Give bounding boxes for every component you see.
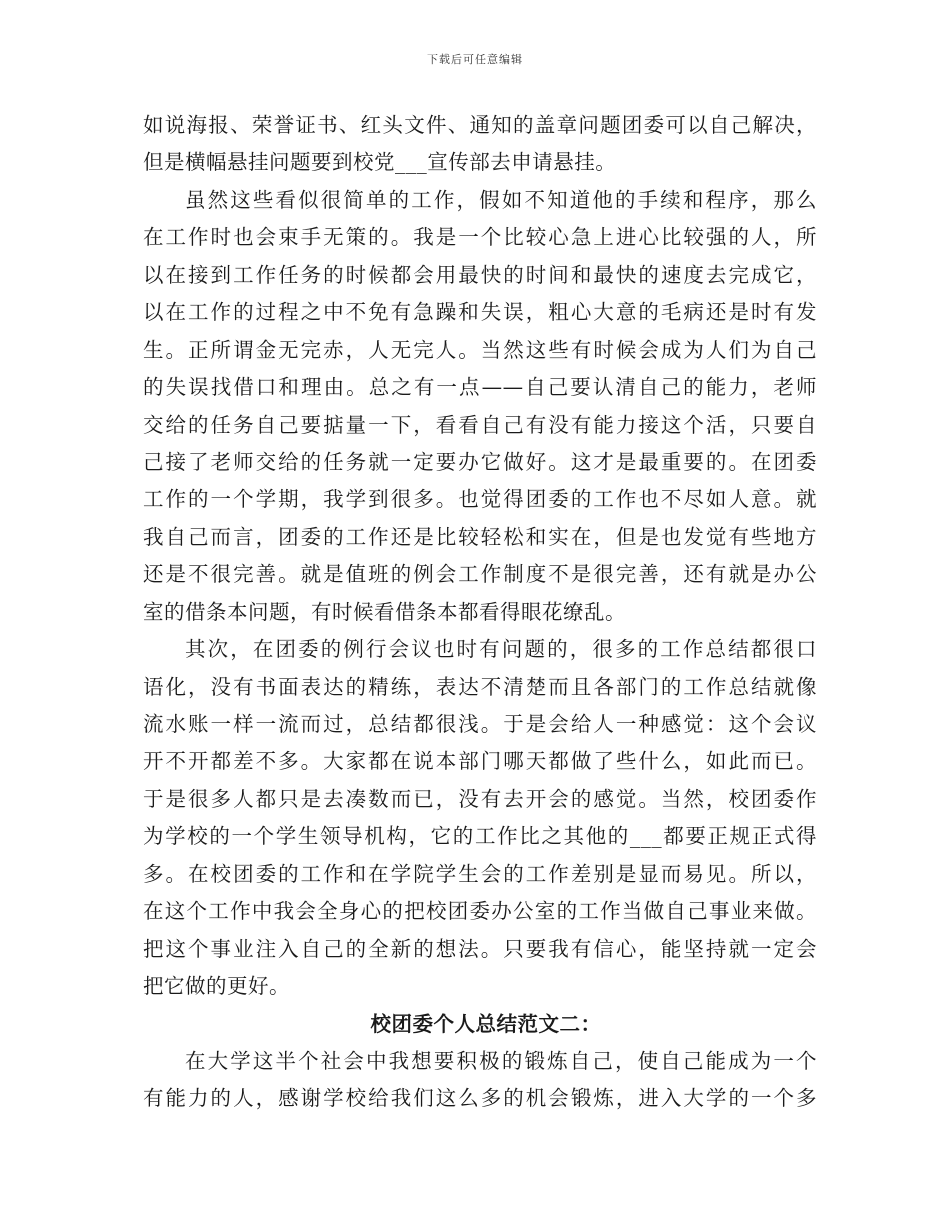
body-line: 室的借条本问题，有时候看借条本都看得眼花缭乱。 [143, 599, 626, 624]
body-line: 多。在校团委的工作和在学院学生会的工作差别是显而易见。所以， [143, 861, 817, 886]
body-line: 在工作时也会束手无策的。我是一个比较心急上进心比较强的人，所 [143, 225, 817, 250]
body-line: 我自己而言，团委的工作还是比较轻松和实在，但是也发觉有些地方 [143, 524, 817, 549]
body-line: 为学校的一个学生领导机构，它的工作比之其他的___都要正规正式得 [143, 824, 817, 849]
paragraph-first-line: 虽然这些看似很简单的工作，假如不知道他的手续和程序，那么 [185, 187, 817, 212]
body-line: 流水账一样一流而过，总结都很浅。于是会给人一种感觉：这个会议 [143, 712, 817, 736]
body-line: 于是很多人都只是去凑数而已，没有去开会的感觉。当然，校团委作 [143, 786, 817, 811]
body-line: 交给的任务自己要掂量一下，看看自己有没有能力接这个活，只要自 [143, 412, 817, 437]
body-line: 把这个事业注入自己的全新的想法。只要我有信心，能坚持就一定会 [143, 936, 817, 961]
body-line: 以在接到工作任务的时候都会用最快的时间和最快的速度去完成它， [143, 262, 817, 287]
body-line: 有能力的人，感谢学校给我们这么多的机会锻炼，进入大学的一个多 [143, 1086, 817, 1111]
body-line: 但是横幅悬挂问题要到校党___宣传部去申请悬挂。 [143, 150, 617, 175]
body-line: 己接了老师交给的任务就一定要办它做好。这才是最重要的。在团委 [143, 449, 817, 474]
body-line: 开不开都差不多。大家都在说本部门哪天都做了些什么，如此而已。 [143, 749, 817, 774]
page-header: 下载后可任意编辑 [427, 53, 523, 66]
body-line: 在这个工作中我会全身心的把校团委办公室的工作当做自己事业来做。 [143, 899, 817, 924]
body-line: 以在工作的过程之中不免有急躁和失误，粗心大意的毛病还是时有发 [143, 300, 817, 325]
body-line: 的失误找借口和理由。总之有一点——自己要认清自己的能力，老师 [143, 375, 817, 400]
body-line: 生。正所谓金无完赤，人无完人。当然这些有时候会成为人们为自己 [143, 337, 817, 362]
body-line: 工作的一个学期，我学到很多。也觉得团委的工作也不尽如人意。就 [143, 487, 817, 512]
body-line: 把它做的更好。 [143, 974, 290, 999]
body-line: 语化，没有书面表达的精练，表达不清楚而且各部门的工作总结就像 [143, 674, 817, 699]
body-line: 如说海报、荣誉证书、红头文件、通知的盖章问题团委可以自己解决， [143, 113, 817, 137]
section-heading: 校团委个人总结范文二： [370, 1011, 602, 1036]
body-line: 还是不很完善。就是值班的例会工作制度不是很完善，还有就是办公 [143, 562, 817, 587]
paragraph-first-line: 其次，在团委的例行会议也时有问题的，很多的工作总结都很口 [185, 637, 817, 662]
paragraph-first-line: 在大学这半个社会中我想要积极的锻炼自己，使自己能成为一个 [185, 1048, 817, 1073]
document-body [143, 107, 817, 1118]
